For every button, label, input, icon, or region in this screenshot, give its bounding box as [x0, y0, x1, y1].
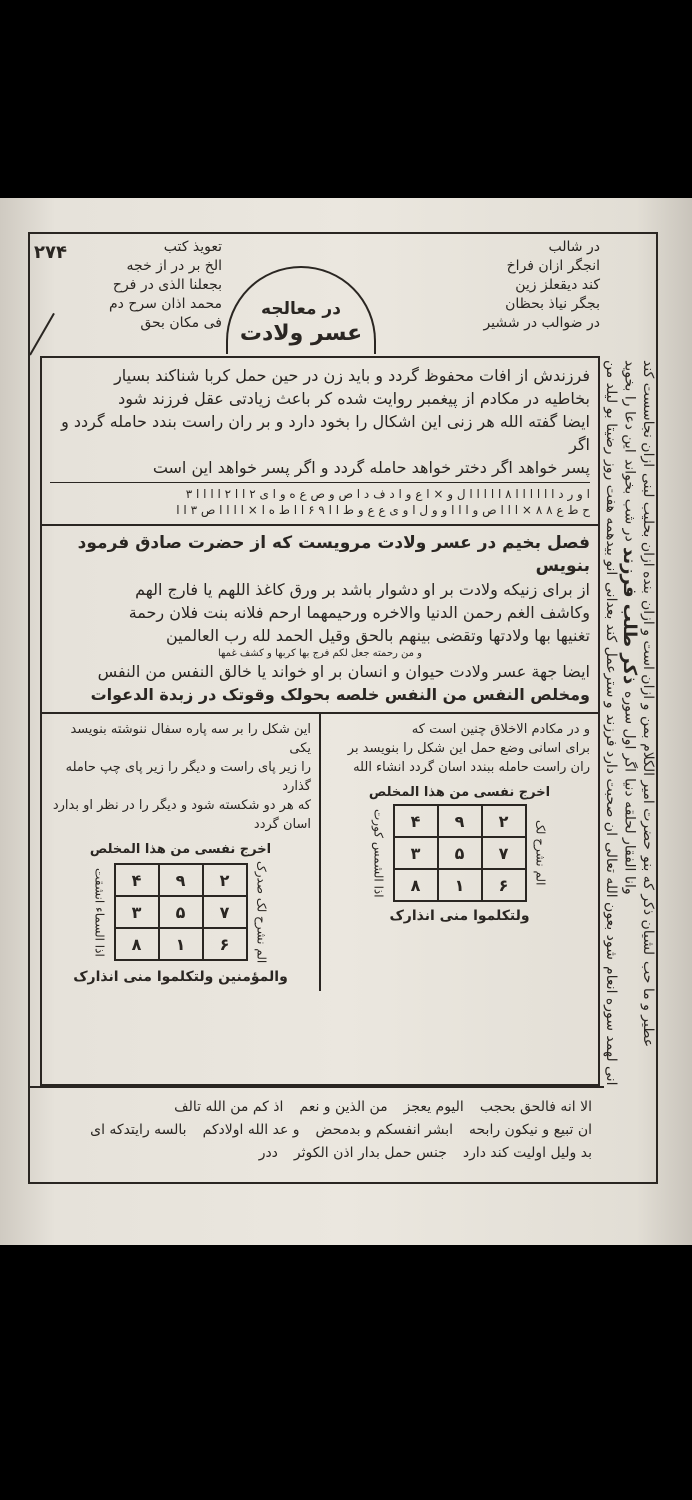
margin-text: لشیان ذکر که بنو	[640, 856, 656, 956]
square-cell: ۳	[115, 896, 159, 928]
top-right-text: در ضوالب در ششیر	[483, 315, 600, 331]
text-line: ومخلص النفس من النفس خلصه بحولک وقوتک در زبدة الدعوات	[90, 685, 590, 704]
corner-diagonal	[29, 313, 55, 356]
square-cell: ۲	[203, 864, 247, 896]
bottom-text: الیوم یعجز	[403, 1098, 464, 1115]
square-cell: ۴	[115, 864, 159, 896]
text-line: را زیر پای راست و دیگر را زیر پای چپ حامله گذارد	[65, 760, 311, 794]
small-note: و من رحمته جعل لکم فرج بها کربها و کشف غمها	[218, 648, 422, 659]
margin-text: انی لهمد سوره انعام	[603, 966, 619, 1086]
bottom-band	[30, 1086, 604, 1182]
square-cell: ۶	[203, 928, 247, 960]
outer-frame	[28, 232, 658, 1184]
top-right-text-group	[386, 238, 600, 333]
square-cell: ۵	[159, 896, 203, 928]
section-2	[42, 526, 598, 712]
margin-text: حضرت امیر الکلام بمن	[640, 716, 656, 851]
square-cell: ۱	[438, 869, 482, 901]
section-3	[42, 714, 598, 991]
square-cell: ۵	[438, 837, 482, 869]
text-line: ران راست حامله ببندد اسان گردد انشاء الله	[353, 760, 590, 775]
square-cell: ۸	[115, 928, 159, 960]
bottom-text: من الذین و نعم	[299, 1098, 388, 1115]
margin-text: رضیتا بو لیلد من	[603, 360, 619, 455]
top-left-text: تعویذ کتب	[163, 239, 222, 255]
margin-text: انو بیدهمه هفت روز	[603, 460, 619, 576]
arch-title-1: در معالجه	[261, 299, 341, 319]
square-cell: ۹	[159, 864, 203, 896]
text-line: وکاشف الغم رحمن الدنیا والاخره ورحیمهما ارحم فلانه بنت فلان رحمة	[128, 603, 590, 622]
margin-text: و سترعمل کند بعدانی	[603, 581, 619, 709]
top-band	[30, 234, 656, 356]
text-line: ایضا جهة عسر ولادت حیوان و انسان بر او خواند یا خالق النفس من النفس	[97, 662, 590, 681]
margin-text: وانا الفقار لحلقه دنیا	[621, 777, 638, 895]
square-footer: والمؤمنین ولتکلموا منی انذارک	[73, 969, 288, 986]
margin-heading: ذکر طلب فرزند	[619, 547, 640, 685]
square-row	[329, 804, 590, 902]
top-left-text: فی مکان بحق	[140, 315, 222, 331]
margin-column-2	[619, 356, 639, 894]
section-1	[42, 358, 598, 524]
square-cell: ۲	[482, 805, 526, 837]
code-line: ح ط ع ۸ ۸ × ا ا ا ص و ا ا ا و و ل ا و ی ع ع و ط ا ا ۹ ۶ ا ا ط ه ا × ا ا ا ا ص ۳ ا ا	[176, 503, 590, 517]
magic-square-right	[393, 804, 527, 902]
bottom-text: الا انه فالحق بحجب	[479, 1098, 592, 1115]
text-line: برای اسانی وضع حمل این شکل را بنویسد بر	[347, 741, 590, 756]
square-cell: ۶	[482, 869, 526, 901]
text-line: پسر خواهد اگر دختر خواهد حامله گردد و اگر پسر خواهد این است	[152, 458, 590, 477]
square-cell: ۷	[482, 837, 526, 869]
square-side-text: الم نشرح لک	[533, 820, 548, 886]
bottom-text: ددر	[258, 1144, 278, 1161]
square-cell: ۸	[394, 869, 438, 901]
divider	[50, 482, 590, 483]
top-left-text: بجعلنا الذی در فرح	[112, 277, 222, 293]
square-cell: ۹	[438, 805, 482, 837]
square-row	[50, 861, 311, 963]
title-arch	[226, 266, 376, 354]
top-right-text: بجگر نیاذ بحظان	[505, 296, 600, 312]
magic-square-left	[114, 863, 248, 961]
margin-column-1	[639, 356, 656, 1047]
book-page	[0, 198, 692, 1245]
margin-column-3	[602, 356, 619, 1086]
top-left-text-group	[74, 238, 222, 333]
top-right-text: انجگر ازان فراخ	[506, 258, 600, 274]
margin-text: ازان نجاسست کند	[640, 360, 656, 468]
top-right-text: در شالب	[548, 239, 600, 255]
page-number: ۲۷۴	[34, 242, 67, 263]
section-3-left	[42, 714, 319, 991]
top-left-text: محمد اذان سرح دم	[108, 296, 222, 312]
margin-text: این دعا را بخوید	[621, 360, 638, 453]
text-line: از برای زنیکه ولادت بر او دشوار باشد بر ورق کاغذ اللهم یا فارج الهم	[135, 580, 590, 599]
margin-text: ان صحبت دارد فرزند	[603, 714, 619, 837]
margin-text: و ازان است و ازان	[640, 600, 656, 711]
section-3-right	[319, 714, 598, 991]
margin-text: عطیر و ما حب	[640, 961, 656, 1048]
text-line: تغنیها بها ولادتها وتقضی بینهم بالحق وقیل الحمد لله رب العالمین	[165, 626, 590, 645]
square-side-text: اذا السماء انشقت	[92, 867, 107, 957]
bottom-text: ابشر انفسکم و بدمحض	[315, 1121, 453, 1138]
margin-text: در شب بخواند	[621, 458, 638, 542]
square-side-text: الم نشرح لک صدرک	[254, 861, 269, 964]
text-line: و در مکادم الاخلاق چنین است که	[411, 722, 590, 737]
margin-text: اگر اول سوره	[621, 690, 638, 772]
code-line: ا و ر د ا ا ا ا ا ا ۸ ا ا ا ا ا ل و × ا ع و ا د ف د ا ص و ص ع ه و ا ی ۲ ا ا ۲ ا ا ا ا ۳	[185, 487, 590, 501]
margin-text: شود بعون الله تعالی	[603, 842, 619, 961]
square-cell: ۳	[394, 837, 438, 869]
top-right-text: کند دیقعلز زین	[515, 277, 600, 293]
square-cell: ۴	[394, 805, 438, 837]
bottom-text: و عد الله اولادکم	[202, 1121, 300, 1138]
square-footer: ولتکلموا منی انذارک	[389, 908, 530, 924]
top-left-text: الخ بر در از خجه	[126, 258, 222, 274]
right-margin-column	[602, 356, 656, 1086]
square-title: اخرج نفسی من هذا المخلص	[368, 785, 551, 800]
bottom-text: ان تبیع و نیکون رابحه	[469, 1121, 592, 1138]
text-line: بخاطیه در مکادم از پیغمبر روایت شده کر باعث زیادتی عقل فرزند شود	[118, 389, 590, 408]
square-title: اخرج نفسی من هذا المخلص	[89, 842, 272, 857]
square-cell: ۷	[203, 896, 247, 928]
bottom-text: اذ کم من الله تالف	[174, 1098, 284, 1115]
section-2-heading-line: فصل بخیم در عسر ولادت مرویست که از حضرت صادق فرمود بنویس	[77, 533, 590, 576]
text-line: که هر دو شکسته شود و دیگر را در نظر او بدارد	[52, 798, 311, 813]
arch-title-2: عسر ولادت	[239, 321, 363, 346]
text-line: ایضا گفته الله هر زنی این اشکال را بخود دارد و بر ران راست بندد حامله گردد و اگر	[61, 412, 590, 454]
bottom-text: بالسه رایتدکه ای	[90, 1121, 187, 1138]
main-text-box	[40, 356, 600, 1086]
middle-area	[30, 356, 656, 1086]
bottom-text: جنس حمل بدار اذن الکوثر	[293, 1144, 447, 1161]
square-cell: ۱	[159, 928, 203, 960]
square-side-text: اذا الشمس کورت	[371, 808, 386, 898]
text-line: این شکل را بر سه پاره سفال ننوشته بنویسد یکی	[70, 722, 311, 756]
margin-text: بنده ازان بحلیب لبنی	[640, 473, 656, 595]
bottom-text: بد ولیل اولیت کند دارد	[462, 1144, 592, 1161]
text-line: فرزندش از افات محفوظ گردد و باید زن در حین حمل کربا شناکند بسیار	[114, 366, 590, 385]
text-line: اسان گردد	[253, 817, 311, 832]
